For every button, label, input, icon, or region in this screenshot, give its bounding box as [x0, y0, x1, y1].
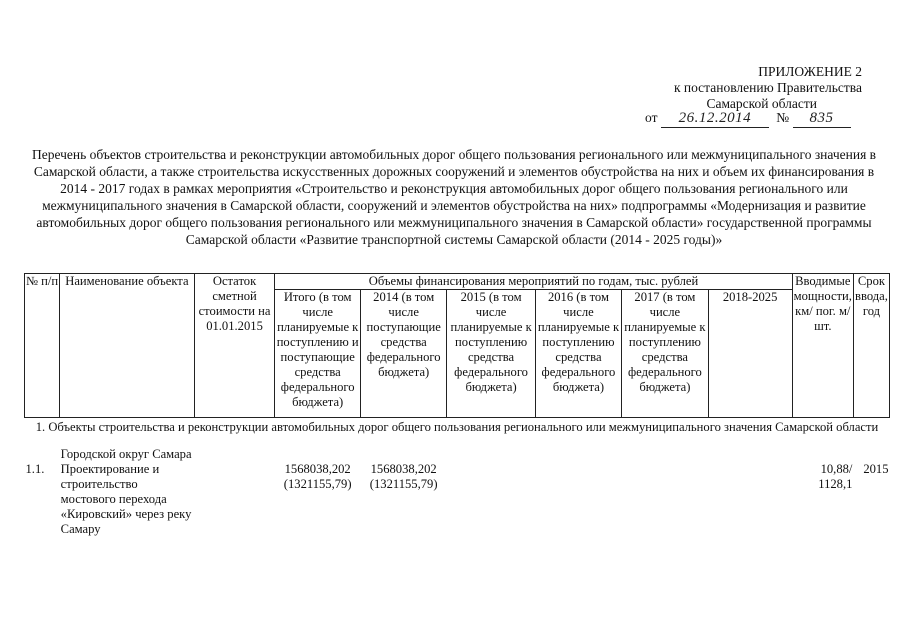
appendix-title: ПРИЛОЖЕНИЕ 2	[758, 64, 862, 79]
row-2014-value: 1568038,202	[370, 462, 437, 476]
from-label: от	[645, 110, 658, 125]
header-num: № п/п	[25, 274, 60, 418]
header-volumes: Объемы финансирования мероприятий по годам, тыс. рублей	[275, 274, 792, 290]
row-2014	[360, 462, 446, 537]
group-name: Городской округ Самара	[60, 447, 192, 461]
number-label: №	[776, 110, 790, 125]
appendix-date-line	[645, 110, 851, 128]
header-2014: 2014 (в том числе поступающие средства федерального бюджета)	[360, 290, 446, 418]
appendix-line2: Самарской области	[706, 96, 817, 111]
row-term: 2015	[863, 462, 889, 476]
header-capacity: Вводимые мощности, км/ пог. м/шт.	[792, 274, 853, 418]
header-2018-2025: 2018-2025	[708, 290, 792, 418]
document-heading: Перечень объектов строительства и реконструкции автомобильных дорог общего пользования регионального или межмуниципального значения в Самарской области, а также строительства искусственных дорожных сооружений и элементов обустройства на них и объем их финансирования в 2014 - 2017 годах в рамках мероприятия «Строительство и реконструкция автомобильных дорог общего пользования регионального или межмуниципального значения в Самарской области, сооружений и элементов обустройства на них» подпрограммы «Модернизация и развитие автомобильных дорог общего пользования регионального или межмуниципального значения в Самарской области» государственной программы Самарской области «Развитие транспортной системы Самарской области (2014 - 2025 годы)»	[31, 147, 877, 247]
row-total-value: 1568038,202	[284, 462, 351, 476]
date-signature: 26.12.2014	[661, 110, 769, 128]
row-name: Проектирование и строительство мостового перехода «Кировский» через реку Самару	[60, 462, 192, 536]
appendix-line1: к постановлению Правительства	[673, 80, 862, 95]
row-capacity: 10,88/ 1128,1	[818, 462, 853, 491]
number-signature: 835	[793, 110, 851, 128]
row-num: 1.1.	[25, 462, 45, 476]
header-2016: 2016 (в том числе планируемые к поступлению средства федерального бюджета)	[535, 290, 621, 418]
header-remainder: Остаток сметной стоимости на 01.01.2015	[194, 274, 275, 418]
row-total-federal: (1321155,79)	[283, 477, 352, 491]
row-total	[275, 462, 361, 537]
header-name: Наименование объекта	[60, 274, 194, 418]
header-total: Итого (в том числе планируемые к поступлению и поступающие средства федерального бюджета)	[275, 290, 361, 418]
header-term: Срок ввода, год	[853, 274, 889, 418]
financing-table	[24, 273, 890, 537]
header-2017: 2017 (в том числе планируемые к поступлению средства федерального бюджета)	[622, 290, 708, 418]
table-row	[25, 462, 890, 537]
section-title: 1. Объекты строительства и реконструкции автомобильных дорог общего пользования регионального или межмуниципального значения Самарской области	[25, 418, 890, 436]
header-2015: 2015 (в том числе планируемые к поступлению средства федерального бюджета)	[447, 290, 535, 418]
row-2014-federal: (1321155,79)	[369, 477, 438, 491]
